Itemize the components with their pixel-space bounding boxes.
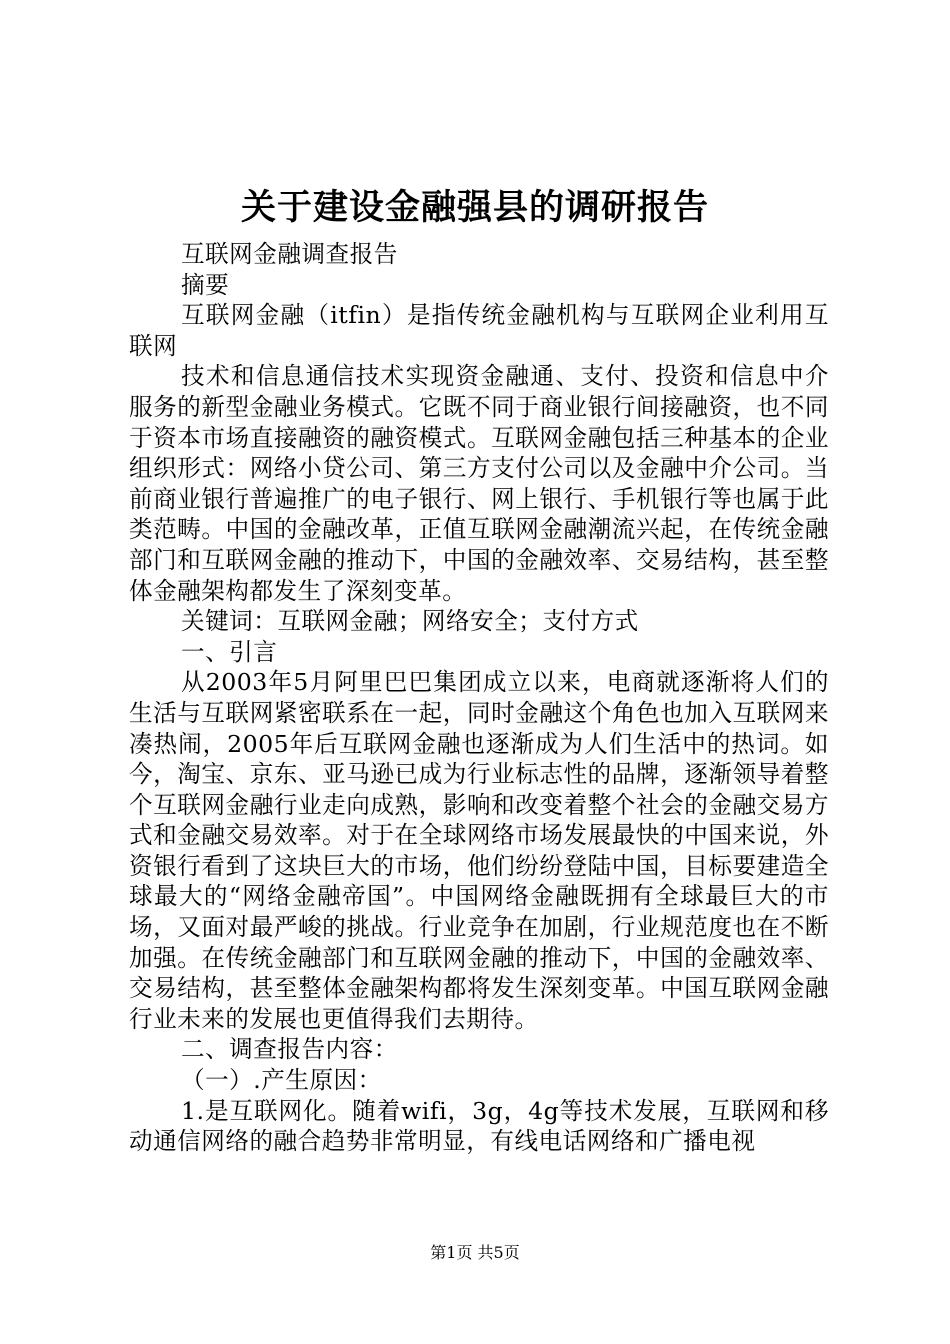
paragraph-abstract-body: 技术和信息通信技术实现资金融通、支付、投资和信息中介服务的新型金融业务模式。它既不同于商业银行间接融资，也不同于资本市场直接融资的融资模式。互联网金融包括三种基本的企业组织形式：网络小贷公司、第三方支付公司以及金融中介公司。当前商业银行普遍推广的电子银行、网上银行、手机银行等也属于此类范畴。中国的金融改革，正值互联网金融潮流兴起，在传统金融部门和互联网金融的推动下，中国的金融效率、交易结构，甚至整体金融架构都发生了深刻变革。 <box>129 362 829 605</box>
subsection-heading-causes: （一）.产生原因： <box>181 1066 382 1095</box>
paragraph-keywords: 关键词：互联网金融；网络安全；支付方式 <box>181 607 639 636</box>
paragraph-cause-one: 1.是互联网化。随着wifi，3g，4g等技术发展，互联网和移动通信网络的融合趋势非常明显，有线电话网络和广播电视 <box>129 1096 829 1156</box>
document-body <box>129 239 829 1157</box>
document-title: 关于建设金融强县的调研报告 <box>240 188 709 228</box>
paragraph-introduction-body: 从2003年5月阿里巴巴集团成立以来，电商就逐渐将人们的生活与互联网紧密联系在一起，同时金融这个角色也加入互联网来凑热闹，2005年后互联网金融也逐渐成为人们生活中的热词。如今，淘宝、京东、亚马逊已成为行业标志性的品牌，逐渐领导着整个互联网金融行业走向成熟，影响和改变着整个社会的金融交易方式和金融交易效率。对于在全球网络市场发展最快的中国来说，外资银行看到了这块巨大的市场，他们纷纷登陆中国，目标要建造全球最大的“网络金融帝国”。中国网络金融既拥有全球最巨大的市场，又面对最严峻的挑战。行业竞争在加剧，行业规范度也在不断加强。在传统金融部门和互联网金融的推动下，中国的金融效率、交易结构，甚至整体金融架构都将发生深刻变革。中国互联网金融行业未来的发展也更值得我们去期待。 <box>129 668 829 1033</box>
paragraph-report-subtitle: 互联网金融调查报告 <box>181 240 398 268</box>
paragraph-definition: 互联网金融（itfin）是指传统金融机构与互联网企业利用互联网 <box>129 301 829 360</box>
paragraph-abstract-heading: 摘要 <box>181 270 230 299</box>
section-heading-report-content: 二、调查报告内容： <box>181 1035 398 1064</box>
page-footer: 第1页 共5页 <box>430 1243 520 1262</box>
section-heading-introduction: 一、引言 <box>181 637 278 666</box>
